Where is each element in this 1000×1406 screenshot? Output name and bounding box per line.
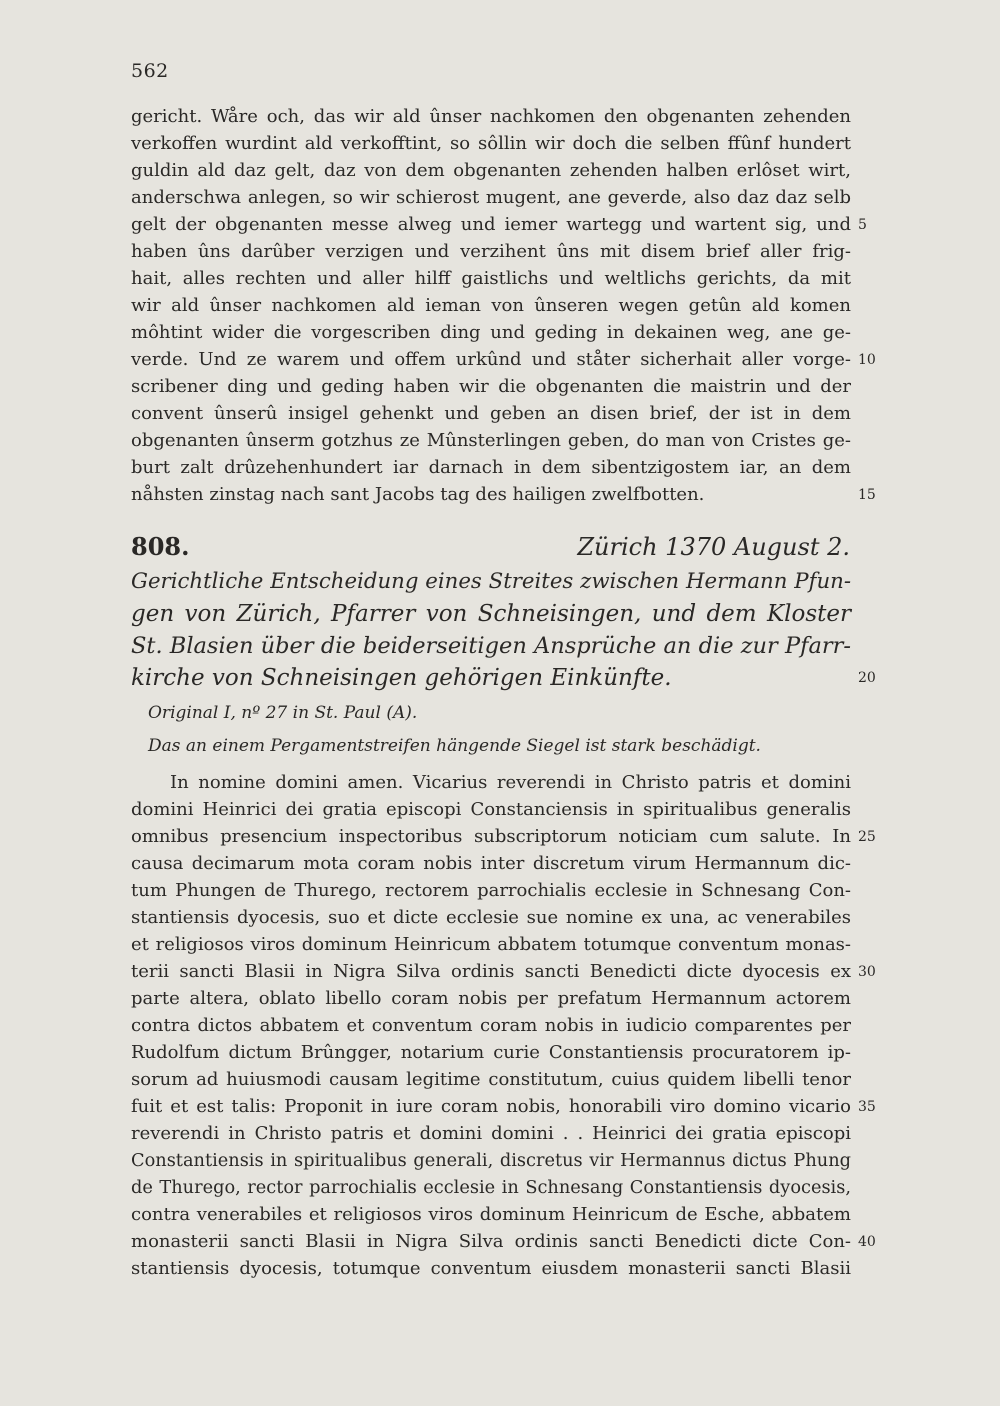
text-line: In nomine domini amen. Vicarius reverendi in Christo patris et domini bbox=[170, 772, 851, 793]
heading-line: Gerichtliche Entscheidung eines Streites zwischen Hermann Pfun- bbox=[131, 569, 851, 594]
text-line: haben ûns darûber verzigen und verzihent ûns mit disem brief aller frig- bbox=[131, 241, 851, 262]
text-line: hait, alles rechten und aller hilff gaistlichs und weltlichs gerichts, da mit bbox=[131, 268, 851, 289]
text-line: contra venerabiles et religiosos viros dominum Heinricum de Esche, abbatem bbox=[131, 1204, 851, 1225]
text-line: et religiosos viros dominum Heinricum abbatem totumque conventum monas- bbox=[131, 934, 851, 955]
text-line: nåhsten zinstag nach sant Jacobs tag des hailigen zwelfbotten. bbox=[131, 484, 705, 505]
text-line: contra dictos abbatem et conventum coram nobis in iudicio comparentes per bbox=[131, 1015, 851, 1036]
source-note: Original I, nº 27 in St. Paul (A). bbox=[148, 703, 418, 723]
line-number: 35 bbox=[858, 1099, 876, 1115]
text-line: monasterii sancti Blasii in Nigra Silva ordinis sancti Benedicti dicte Con- bbox=[131, 1231, 851, 1252]
place-and-date: Zürich 1370 August 2. bbox=[577, 533, 850, 561]
text-line: guldin ald daz gelt, daz von dem obgenanten zehenden halben erlôset wirt, bbox=[131, 160, 851, 181]
text-line: scribener ding und geding haben wir die obgenanten die maistrin und der bbox=[131, 376, 851, 397]
seal-note: Das an einem Pergamentstreifen hängende Siegel ist stark beschädigt. bbox=[148, 736, 761, 756]
text-line: gelt der obgenanten messe alweg und iemer wartegg und wartent sig, und bbox=[131, 214, 851, 235]
text-line: omnibus presencium inspectoribus subscriptorum noticiam cum salute. In bbox=[131, 826, 851, 847]
line-number: 20 bbox=[858, 670, 876, 686]
page-number: 562 bbox=[131, 60, 169, 82]
text-line: môhtint wider die vorgescriben ding und geding in dekainen weg, ane ge- bbox=[131, 322, 851, 343]
text-line: de Thurego, rector parrochialis ecclesie in Schnesang Constantiensis dyocesis, bbox=[131, 1178, 851, 1198]
text-line: domini Heinrici dei gratia episcopi Constanciensis in spiritualibus generalis bbox=[131, 799, 851, 820]
text-line: verkoffen wurdint ald verkofftint, so sôllin wir doch die selben ffûnf hundert bbox=[131, 133, 851, 154]
line-number: 30 bbox=[858, 964, 876, 980]
line-number: 5 bbox=[858, 217, 867, 233]
heading-line: kirche von Schneisingen gehörigen Einkünfte. bbox=[131, 665, 672, 691]
text-line: parte altera, oblato libello coram nobis per prefatum Hermannum actorem bbox=[131, 988, 851, 1009]
text-line: gericht. Wåre och, das wir ald ûnser nachkomen den obgenanten zehenden bbox=[131, 106, 851, 127]
text-line: verde. Und ze warem und offem urkûnd und ståter sicherhait aller vorge- bbox=[131, 349, 851, 370]
text-line: stantiensis dyocesis, totumque conventum eiusdem monasterii sancti Blasii bbox=[131, 1258, 851, 1279]
line-number: 15 bbox=[858, 487, 876, 503]
text-line: sorum ad huiusmodi causam legitime constitutum, cuius quidem libelli tenor bbox=[131, 1069, 851, 1090]
line-number: 25 bbox=[858, 829, 876, 845]
text-line: anderschwa anlegen, so wir schierost mugent, ane geverde, also daz daz selb bbox=[131, 187, 851, 208]
text-line: terii sancti Blasii in Nigra Silva ordinis sancti Benedicti dicte dyocesis ex bbox=[131, 961, 851, 982]
text-line: obgenanten ûnserm gotzhus ze Mûnsterlingen geben, do man von Cristes ge- bbox=[131, 430, 851, 451]
text-line: wir ald ûnser nachkomen ald ieman von ûnseren wegen getûn ald komen bbox=[131, 295, 851, 316]
text-line: fuit et est talis: Proponit in iure coram nobis, honorabili viro domino vicario bbox=[131, 1096, 851, 1117]
text-line: causa decimarum mota coram nobis inter discretum virum Hermannum dic- bbox=[131, 853, 851, 874]
heading-line: St. Blasien über die beiderseitigen Ansprüche an die zur Pfarr- bbox=[131, 633, 851, 659]
text-line: stantiensis dyocesis, suo et dicte ecclesie sue nomine ex una, ac venerabiles bbox=[131, 907, 851, 928]
text-line: reverendi in Christo patris et domini domini . . Heinrici dei gratia episcopi bbox=[131, 1123, 851, 1144]
heading-line: gen von Zürich, Pfarrer von Schneisingen, und dem Kloster bbox=[131, 601, 851, 627]
text-line: convent ûnserû insigel gehenkt und geben an disen brief, der ist in dem bbox=[131, 403, 851, 424]
text-line: Rudolfum dictum Brûngger, notarium curie Constantiensis procuratorem ip- bbox=[131, 1042, 851, 1063]
line-number: 10 bbox=[858, 352, 876, 368]
text-line: burt zalt drûzehenhundert iar darnach in dem sibentzigostem iar, an dem bbox=[131, 457, 851, 478]
text-line: Constantiensis in spiritualibus generali, discretus vir Hermannus dictus Phung bbox=[131, 1151, 851, 1171]
document-number: 808. bbox=[131, 532, 190, 561]
text-line: tum Phungen de Thurego, rectorem parrochialis ecclesie in Schnesang Con- bbox=[131, 880, 851, 901]
line-number: 40 bbox=[858, 1234, 876, 1250]
